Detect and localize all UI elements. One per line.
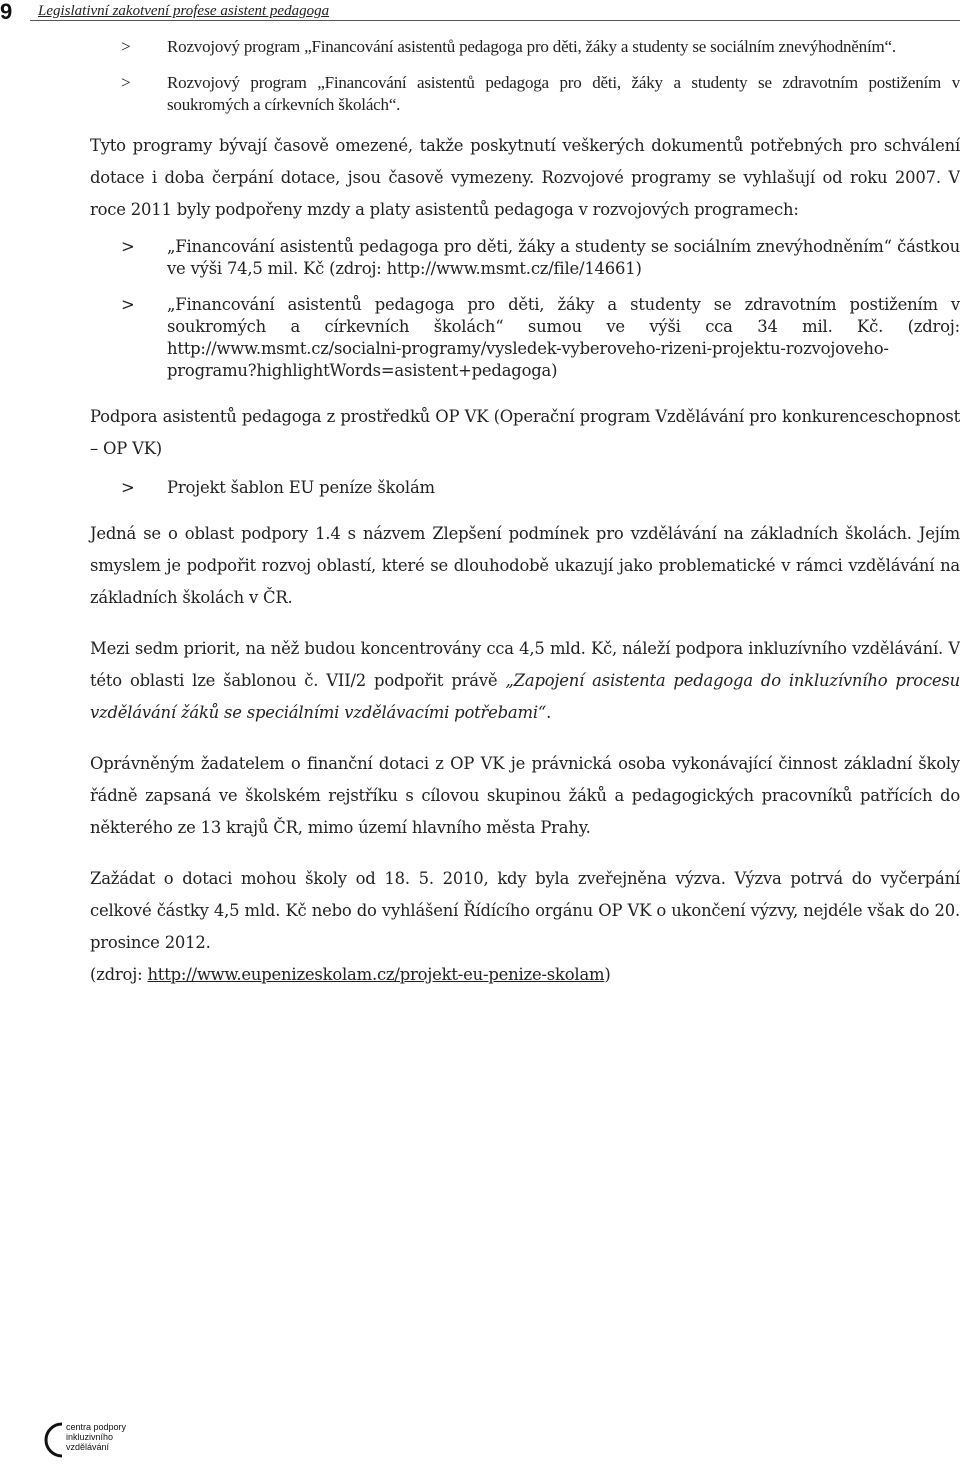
bullet-marker: > [121, 237, 135, 256]
paragraph-vyzva: Zažádat o dotaci mohou školy od 18. 5. 2010, kdy byla zveřejněna výzva. Výzva potrvá do vyčerpání celkové částky 4,5 mld. Kč nebo do vyhlášení Řídícího orgánu OP VK o ukončení výzvy, nejdéle však do 20. prosince 2012. [90, 869, 960, 952]
source-link[interactable]: http://www.eupenizeskolam.cz/projekt-eu-penize-skolam [147, 965, 605, 984]
list-item-text: „Financování asistentů pedagoga pro děti, žáky a studenty se zdravotním postižením v soukromých a církevních školách“ sumou ve výši cca 34 mil. Kč. (zdroj: http://www.msmt.cz/socialni-programy/vysledek-vyberoveho-rizeni-projektu-rozvojoveho-programu?highlightWords=asistent+pedagoga) [167, 295, 960, 380]
paragraph-oblast-podpory: Jedná se o oblast podpory 1.4 s názvem Zlepšení podmínek pro vzdělávání na základních školách. Jejím smyslem je podpořit rozvoj oblastí, které se dlouhodobě ukazují jako problematické v rámci vzdělávání na základních školách v ČR. [90, 524, 960, 607]
page-number: 9 [0, 0, 13, 24]
list-item [90, 36, 960, 58]
running-header: Legislativní zakotvení profese asistent pedagoga [38, 3, 330, 19]
list-item-text: Projekt šablon EU peníze školám [167, 478, 435, 497]
bullet-marker: > [121, 37, 131, 56]
list-item-text: „Financování asistentů pedagoga pro děti, žáky a studenty se sociálním znevýhodněním“ částkou ve výši 74,5 mil. Kč (zdroj: http://www.msmt.cz/file/14661) [167, 237, 960, 278]
bullet-marker: > [121, 295, 135, 314]
list-item-text: Rozvojový program „Financování asistentů pedagoga pro děti, žáky a studenty se zdravotním postižením v soukromých a církevních školách“. [167, 73, 960, 114]
paragraph-text: Mezi sedm priorit, na něž budou koncentrovány cca 4,5 mld. Kč, náleží podpora inkluzívního vzdělávání. V této oblasti lze šablonou č. VII/2 podpořit právě [90, 639, 960, 690]
list-item [90, 294, 960, 382]
logo-mark-icon [36, 1418, 70, 1462]
source-prefix: (zdroj: [90, 965, 148, 984]
list-item-text: Rozvojový program „Financování asistentů pedagoga pro děti, žáky a studenty se sociálním znevýhodněním“. [167, 37, 896, 56]
paragraph-end: . [546, 703, 552, 722]
logo-text-line2: inkluzivního vzdělávání [66, 1432, 114, 1452]
logo-text-line1: centra podpory [66, 1422, 127, 1432]
list-item [90, 236, 960, 280]
paragraph-priority [90, 633, 960, 729]
bullet-marker: > [121, 478, 135, 497]
list-item [90, 72, 960, 116]
page-content [90, 36, 960, 991]
list-item [90, 477, 960, 499]
paragraph-op-vk: Podpora asistentů pedagoga z prostředků OP VK (Operační program Vzdělávání pro konkurenceschopnost – OP VK) [90, 407, 960, 458]
paragraph-programs: Tyto programy bývají časově omezené, takže poskytnutí veškerých dokumentů potřebných pro schválení dotace i doba čerpání dotace, jsou časově vymezeny. Rozvojové programy se vyhlašují od roku 2007. V roce 2011 byly podpořeny mzdy a platy asistentů pedagoga v rozvojových programech: [90, 136, 960, 219]
paragraph-zadatel: Oprávněným žadatelem o finanční dotaci z OP VK je právnická osoba vykonávající činnost základní školy řádně zapsaná ve školském rejstříku s cílovou skupinou žáků a pedagogických pracovníků patřících do některého ze 13 krajů ČR, mimo území hlavního města Prahy. [90, 754, 960, 837]
bullet-marker: > [121, 73, 131, 92]
emphasis-text: „Zapojení asistenta pedagoga do inkluzívního procesu vzdělávání žáků se speciálními vzdělávacími potřebami“ [90, 671, 960, 722]
header-divider [30, 20, 960, 21]
source-line [90, 959, 960, 991]
source-suffix: ) [604, 965, 611, 984]
footer-logo [36, 1418, 146, 1462]
